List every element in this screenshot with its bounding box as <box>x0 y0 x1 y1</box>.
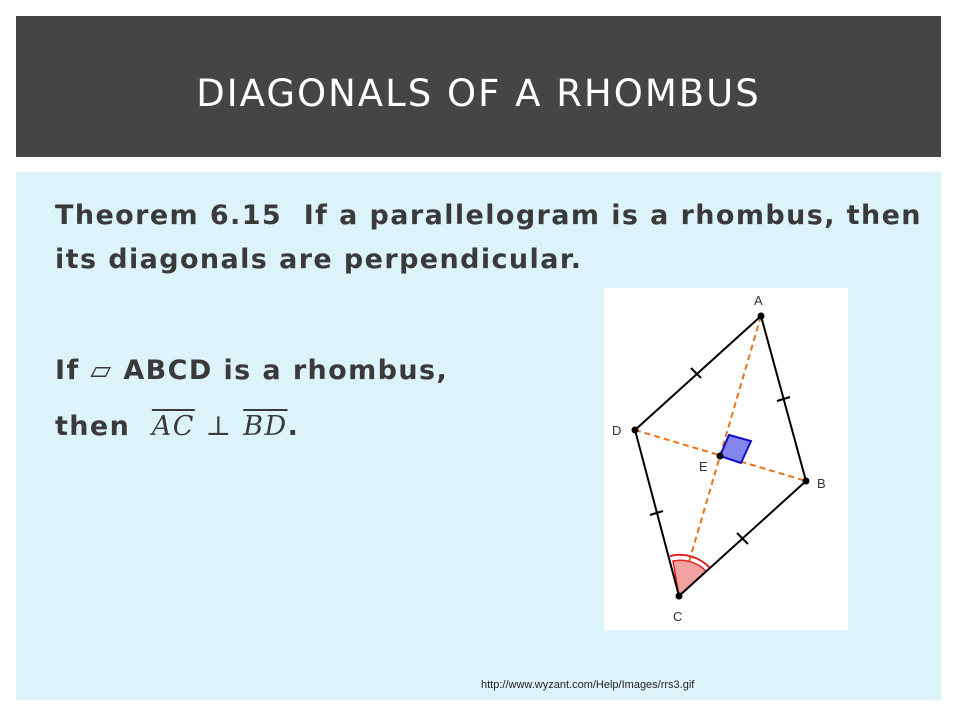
segment-bd: $\overline{BD}$ <box>243 411 288 442</box>
segment-ac: $\overline{AC}$ <box>151 411 195 442</box>
right-angle-marker <box>720 435 751 463</box>
rhombus-figure <box>604 288 848 630</box>
source-url[interactable]: http://www.wyzant.com/Help/Images/rrs3.gif <box>481 679 695 691</box>
statement-if: If <box>55 355 80 386</box>
tick-ad <box>691 368 701 378</box>
slide-title: DIAGONALS OF A RHOMBUS <box>196 72 761 115</box>
point-e <box>717 453 724 460</box>
point-c <box>676 593 683 600</box>
point-d <box>632 427 639 434</box>
title-bar <box>16 16 941 157</box>
point-b <box>803 478 810 485</box>
label-e: E <box>699 459 708 474</box>
vertex-points <box>632 313 810 600</box>
perpendicular-symbol: ⊥ <box>205 411 233 442</box>
label-d: D <box>612 423 622 438</box>
statement-period: . <box>287 411 300 442</box>
point-a <box>758 313 765 320</box>
theorem-paragraph <box>55 194 925 282</box>
statement-then: then <box>55 411 131 442</box>
theorem-label: Theorem 6.15 <box>55 200 283 231</box>
statement-paragraph <box>55 343 448 455</box>
label-b: B <box>817 476 826 491</box>
label-a: A <box>754 293 763 308</box>
rhombus-diagram <box>604 288 848 630</box>
parallelogram-symbol: ▱ <box>90 355 113 386</box>
statement-rhombus: ABCD is a rhombus, <box>123 355 449 386</box>
label-c: C <box>673 609 683 624</box>
theorem-text: If a parallelogram is a rhombus, then its diagonals are perpendicular. <box>55 200 922 275</box>
